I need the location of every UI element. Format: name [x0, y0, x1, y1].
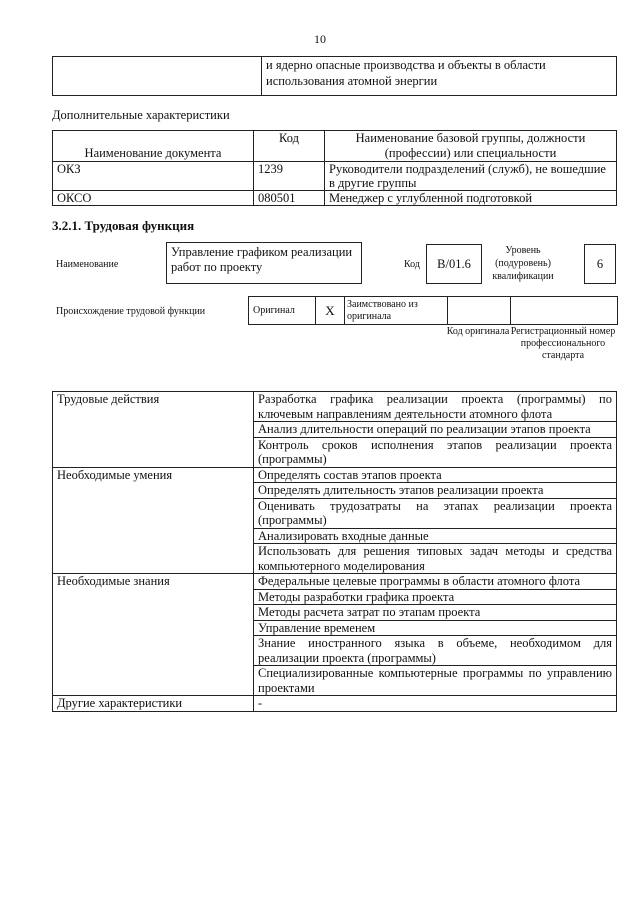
extra-section-title: Дополнительные характеристики [52, 108, 230, 122]
skill-item: Определять состав этапов проекта [254, 467, 617, 483]
knowledge-item: Федеральные целевые программы в области атомного флота [254, 574, 617, 590]
knowledge-item: Знание иностранного языка в объеме, необходимом для реализации проекта (программы) [254, 636, 617, 666]
extra-table [52, 130, 617, 206]
knowledge-item: Методы разработки графика проекта [254, 589, 617, 605]
action-item: Анализ длительности операций по реализации этапов проекта [254, 422, 617, 438]
skills-label: Необходимые умения [53, 467, 254, 574]
action-item: Контроль сроков исполнения этапов реализации проекта (программы) [254, 437, 617, 467]
main-table [52, 391, 617, 712]
original-label: Оригинал [253, 305, 295, 316]
level-label: Уровень (подуровень) квалификации [492, 245, 554, 282]
actions-label: Трудовые действия [53, 392, 254, 468]
extra-row-group: Менеджер с углубленной подготовкой [325, 191, 617, 206]
code-original-cell [447, 297, 511, 324]
borrowed-label: Заимствовано из оригинала [347, 299, 418, 322]
other-value: - [254, 696, 617, 712]
origin-label: Происхождение трудовой функции [56, 306, 206, 317]
code-original-label: Код оригинала [446, 326, 510, 337]
extra-row-code: 080501 [254, 191, 325, 206]
top-text-cell: и ядерно опасные производства и объекты в области использования атомной энергии [262, 57, 617, 96]
knowledge-label: Необходимые знания [53, 574, 254, 696]
action-item: Разработка графика реализации проекта (программы) по ключевым направлениям деятельности атомного флота [254, 392, 617, 422]
skill-item: Использовать для решения типовых задач методы и средства компьютерного моделирования [254, 544, 617, 574]
extra-header-code: Код [254, 131, 325, 162]
code-label: Код [404, 259, 420, 270]
reg-number-label: Регистрационный номер профессионального стандарта [510, 326, 616, 361]
knowledge-item: Специализированные компьютерные программы по управлению проектами [254, 666, 617, 696]
skill-item: Анализировать входные данные [254, 528, 617, 544]
name-label: Наименование [56, 259, 119, 270]
extra-header-group: Наименование базовой группы, должности (профессии) или специальности [325, 131, 617, 162]
origin-row [248, 296, 618, 325]
skill-item: Определять длительность этапов реализации проекта [254, 483, 617, 499]
extra-row-doc: ОКСО [53, 191, 254, 206]
original-mark: X [315, 297, 345, 324]
knowledge-item: Управление временем [254, 620, 617, 636]
page-number: 10 [314, 32, 326, 46]
other-label: Другие характеристики [53, 696, 254, 712]
skill-item: Оценивать трудозатраты на этапах реализации проекта (программы) [254, 498, 617, 528]
top-continuation-table [52, 56, 617, 96]
extra-row-code: 1239 [254, 162, 325, 191]
top-empty-cell [53, 57, 262, 96]
knowledge-item: Методы расчета затрат по этапам проекта [254, 605, 617, 621]
level-value-box: 6 [584, 244, 616, 284]
extra-row-doc: ОКЗ [53, 162, 254, 191]
function-code-box: B/01.6 [426, 244, 482, 284]
function-heading: 3.2.1. Трудовая функция [52, 218, 195, 233]
extra-row-group: Руководители подразделений (служб), не вошедшие в другие группы [325, 162, 617, 191]
extra-header-doc: Наименование документа [53, 131, 254, 162]
function-name-box: Управление графиком реализации работ по проекту [166, 242, 362, 284]
